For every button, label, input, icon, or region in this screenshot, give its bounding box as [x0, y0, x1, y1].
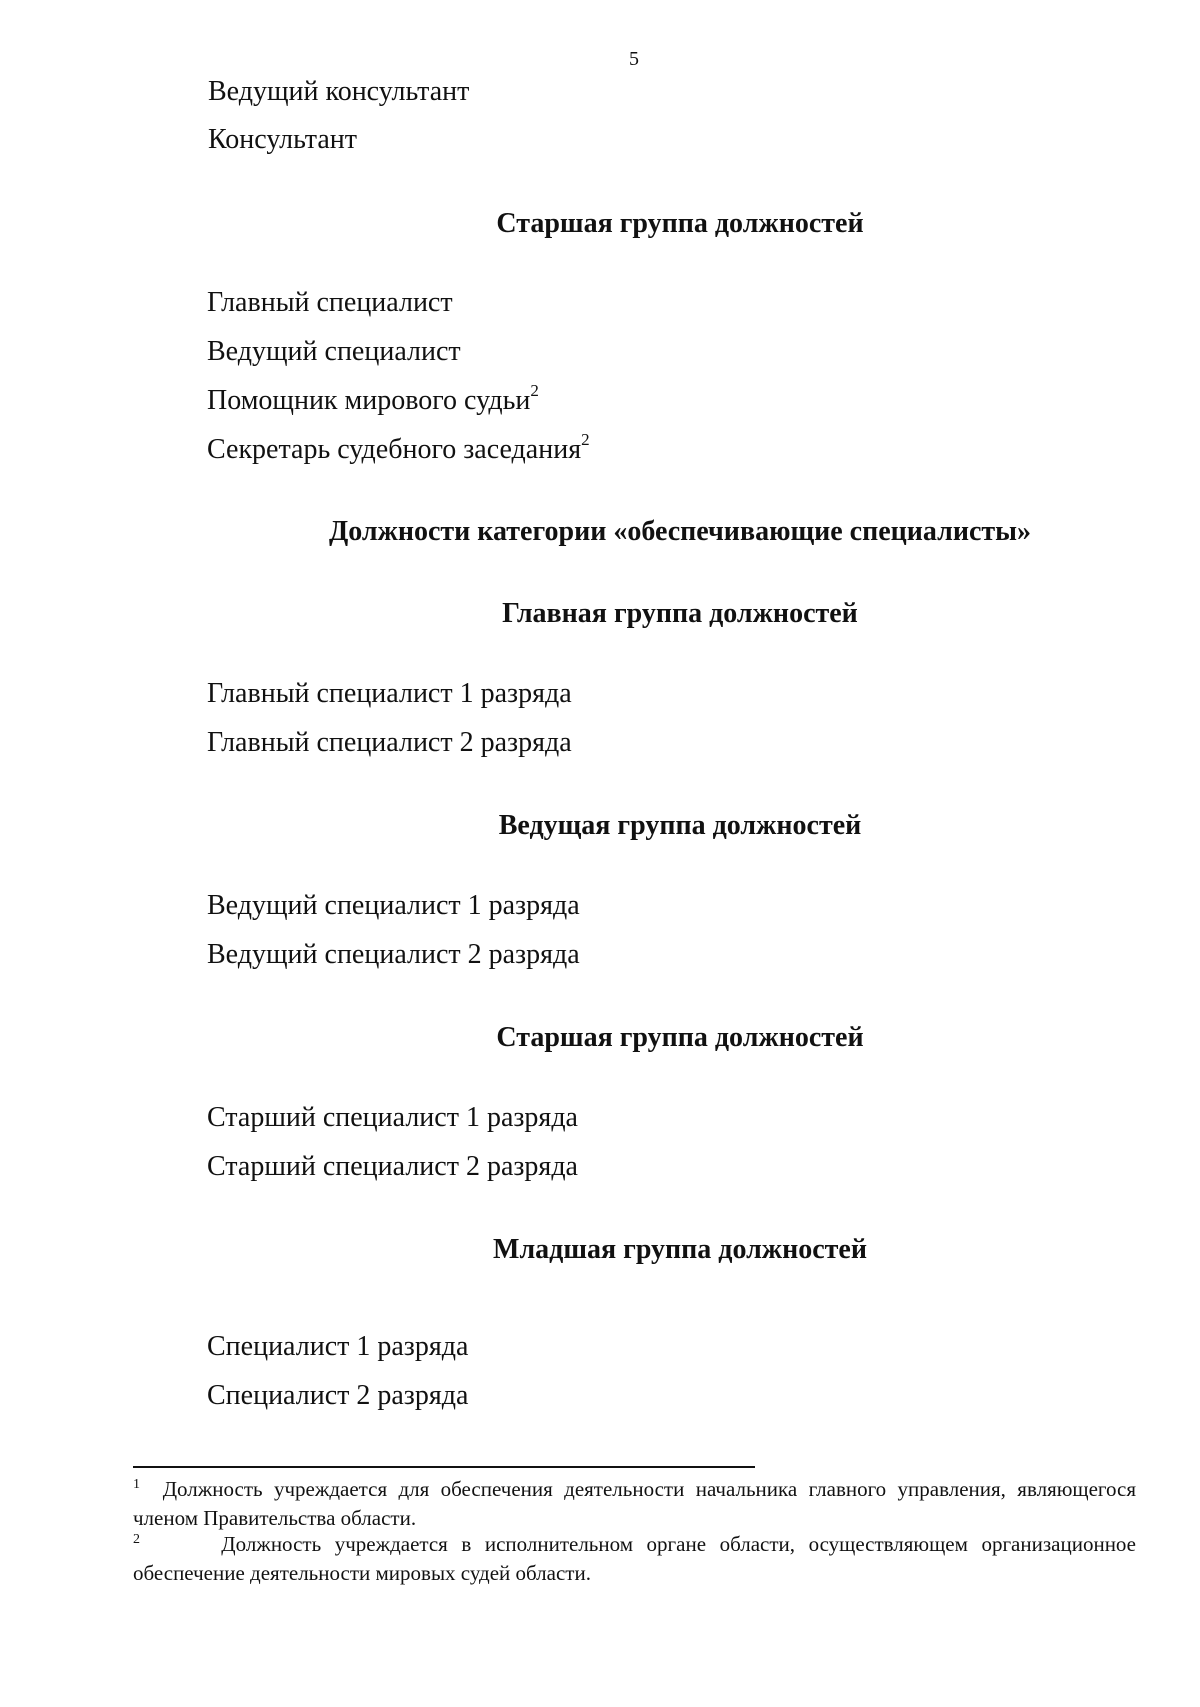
position-item: Консультант	[208, 124, 357, 155]
position-item: Специалист 2 разряда	[207, 1380, 469, 1411]
position-item: Главный специалист 1 разряда	[207, 678, 572, 709]
footnote-separator	[133, 1466, 755, 1468]
group-heading-junior: Младшая группа должностей	[493, 1234, 867, 1265]
footnote-reference: 2	[581, 429, 590, 449]
group-heading-senior-2: Старшая группа должностей	[496, 1022, 864, 1053]
position-item: Ведущий специалист 1 разряда	[207, 890, 580, 921]
position-item: Главный специалист 2 разряда	[207, 727, 572, 758]
position-item: Ведущий специалист 2 разряда	[207, 939, 580, 970]
footnote-text: Должность учреждается в исполнительном органе области, осуществляющем организационное обеспечение деятельности мировых судей области.	[133, 1532, 1137, 1585]
page-number: 5	[629, 48, 639, 70]
position-item: Секретарь судебного заседания$^2$	[207, 429, 590, 465]
position-item: Ведущий специалист	[207, 336, 461, 367]
position-item: Помощник мирового судьи$^2$	[207, 380, 539, 416]
footnote-mark: 1	[133, 1477, 140, 1492]
footnote-text: Должность учреждается для обеспечения деятельности начальника главного управления, являющегося членом Правительства области.	[133, 1477, 1137, 1530]
footnote-2	[133, 1530, 1136, 1588]
category-heading: Должности категории «обеспечивающие специалисты»	[328, 516, 1032, 547]
position-item: Старший специалист 2 разряда	[207, 1151, 578, 1182]
position-item: Ведущий консультант	[208, 76, 470, 107]
footnote-mark: 2	[133, 1532, 140, 1547]
footnote-reference: 2	[530, 380, 539, 400]
position-item: Специалист 1 разряда	[207, 1331, 469, 1362]
group-heading-leading: Ведущая группа должностей	[498, 810, 862, 841]
footnote-1	[133, 1475, 1136, 1533]
group-heading-main: Главная группа должностей	[502, 598, 858, 629]
position-item: Старший специалист 1 разряда	[207, 1102, 578, 1133]
group-heading-senior: Старшая группа должностей	[496, 208, 864, 239]
position-item: Главный специалист	[207, 287, 453, 318]
